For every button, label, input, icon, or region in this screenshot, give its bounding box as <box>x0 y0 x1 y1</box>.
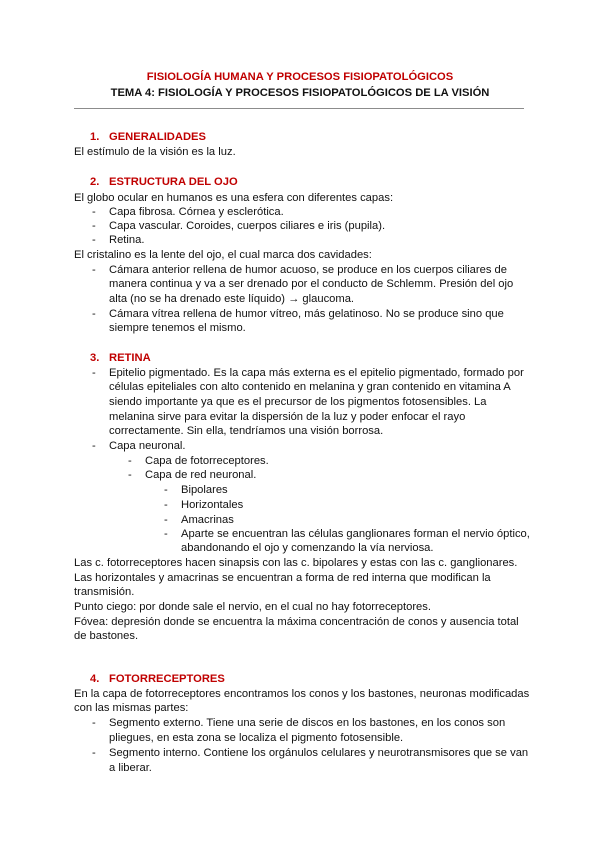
bullet-dash: - <box>128 455 132 467</box>
list-item: Retina. <box>109 234 145 246</box>
document-subtitle: TEMA 4: FISIOLOGÍA Y PROCESOS FISIOPATOLÓGICOS DE LA VISIÓN <box>110 87 490 99</box>
bullet-dash: - <box>164 528 168 540</box>
list-item-line: a liberar. <box>109 762 152 774</box>
section-number: 4. <box>90 673 100 685</box>
list-item-line: correctamente. Sin ella, tendríamos una visión borrosa. <box>109 425 384 437</box>
bullet-dash: - <box>164 484 168 496</box>
bullet-dash: - <box>92 234 96 246</box>
paragraph: El estímulo de la visión es la luz. <box>74 146 236 158</box>
bullet-dash: - <box>92 220 96 232</box>
list-item-line: Segmento externo. Tiene una serie de discos en los bastones, en los conos son <box>109 717 506 729</box>
list-item: Capa neuronal. <box>109 440 186 452</box>
bullet-dash: - <box>92 264 96 276</box>
bullet-dash: - <box>164 514 168 526</box>
bullet-dash: - <box>92 440 96 452</box>
bullet-dash: - <box>92 308 96 320</box>
list-item: Capa vascular. Coroides, cuerpos ciliares e iris (pupila). <box>109 220 386 232</box>
list-item-line: pliegues, en esta zona se localiza el pigmento fotosensible. <box>109 732 404 744</box>
list-item-line: melanina sirve para evitar la dispersión de la luz y poder enfocar el rayo <box>109 411 466 423</box>
list-item-line: alta (no se ha drenado este líquido) → glaucoma. <box>109 293 355 305</box>
paragraph: Punto ciego: por donde sale el nervio, en el cual no hay fotorreceptores. <box>74 601 431 613</box>
paragraph-line: Fóvea: depresión donde se encuentra la máxima concentración de conos y ausencia total <box>74 616 519 628</box>
section-title-generalidades: GENERALIDADES <box>109 131 206 143</box>
list-item-line: siendo importante ya que es el precursor de los pigmentos fotosensibles. La <box>109 396 487 408</box>
section-title-retina: RETINA <box>109 352 151 364</box>
document-title: FISIOLOGÍA HUMANA Y PROCESOS FISIOPATOLÓGICOS <box>146 71 454 83</box>
sub-sub-list-item: Horizontales <box>181 499 244 511</box>
header-divider <box>74 108 524 109</box>
sub-sub-list-item: Bipolares <box>181 484 228 496</box>
paragraph-line: de bastones. <box>74 630 139 642</box>
list-item-line: siempre tenemos el mismo. <box>109 322 246 334</box>
bullet-dash: - <box>92 367 96 379</box>
bullet-dash: - <box>92 747 96 759</box>
sub-sub-list-item: Amacrinas <box>181 514 234 526</box>
bullet-dash: - <box>164 499 168 511</box>
list-item-line: Epitelio pigmentado. Es la capa más externa es el epitelio pigmentado, formado por <box>109 367 524 379</box>
list-item-line: Cámara vítrea rellena de humor vítreo, más gelatinoso. No se produce sino que <box>109 308 504 320</box>
sub-list-item: Capa de fotorreceptores. <box>145 455 269 467</box>
paragraph-line: Las horizontales y amacrinas se encuentran a forma de red interna que modifican la <box>74 572 491 584</box>
section-number: 2. <box>90 176 100 188</box>
section-title-fotorreceptores: FOTORRECEPTORES <box>109 673 225 685</box>
sub-list-item: Capa de red neuronal. <box>145 469 257 481</box>
sub-sub-list-item-line: Aparte se encuentran las células ganglionares forman el nervio óptico, <box>181 528 530 540</box>
section-number: 1. <box>90 131 100 143</box>
list-item: Capa fibrosa. Córnea y esclerótica. <box>109 206 284 218</box>
section-number: 3. <box>90 352 100 364</box>
paragraph: El globo ocular en humanos es una esfera con diferentes capas: <box>74 192 394 204</box>
bullet-dash: - <box>128 469 132 481</box>
list-item-line: Segmento interno. Contiene los orgánulos celulares y neurotransmisores que se van <box>109 747 529 759</box>
sub-sub-list-item-line: abandonando el ojo y comenzando la vía nerviosa. <box>181 542 434 554</box>
list-item-line: células epiteliales con alto contenido en melanina y gran contenido en vitamina A <box>109 381 511 393</box>
paragraph-line: En la capa de fotorreceptores encontramos los conos y los bastones, neuronas modificadas <box>74 688 530 700</box>
bullet-dash: - <box>92 206 96 218</box>
section-title-estructura: ESTRUCTURA DEL OJO <box>109 176 238 188</box>
list-item-line: Cámara anterior rellena de humor acuoso, se produce en los cuerpos ciliares de <box>109 264 507 276</box>
paragraph: El cristalino es la lente del ojo, el cual marca dos cavidades: <box>74 249 372 261</box>
paragraph-line: transmisión. <box>74 586 135 598</box>
list-item-line: manera continua y va a ser drenado por el conducto de Schlemm. Presión del ojo <box>109 278 514 290</box>
paragraph: Las c. fotorreceptores hacen sinapsis con las c. bipolares y estas con las c. ganglionares. <box>74 557 518 569</box>
bullet-dash: - <box>92 717 96 729</box>
paragraph-line: con las mismas partes: <box>74 702 189 714</box>
